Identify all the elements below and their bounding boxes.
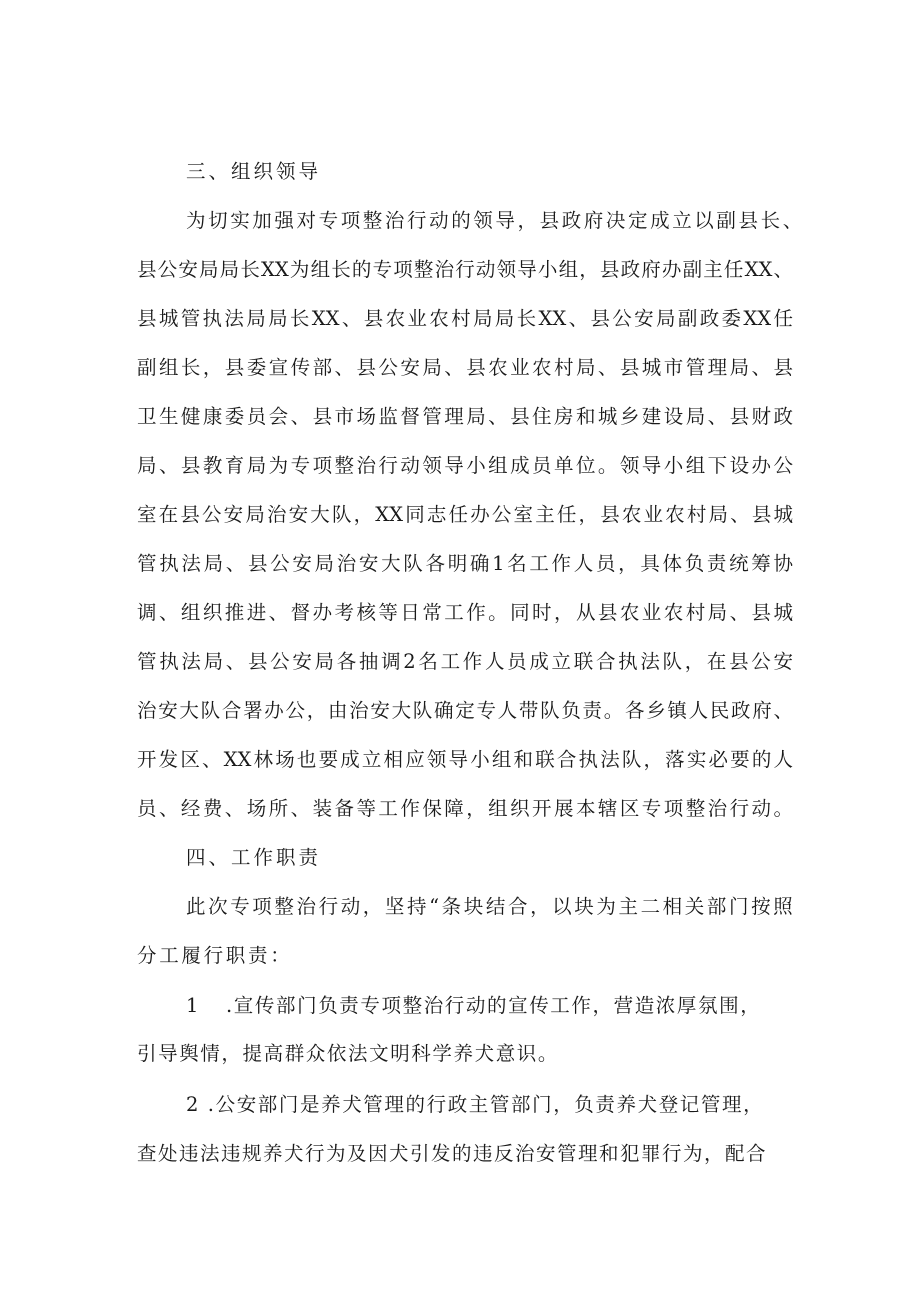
list-item-line: 引导舆情，提高群众依法文明科学养犬意识。	[137, 1042, 560, 1065]
paragraph-line: 室在县公安局治安大队，XX同志任办公室主任，县农业农村局、县城	[137, 503, 793, 526]
paragraph-line: 局、县教育局为专项整治行动领导小组成员单位。领导小组下设办公	[137, 454, 793, 477]
list-item-text: .宣传部门负责专项整治行动的宣传工作，营造浓厚氛围，	[226, 994, 762, 1017]
paragraph-line: 副组长，县委宣传部、县公安局、县农业农村局、县城市管理局、县	[137, 356, 793, 379]
list-item-first-line	[186, 994, 761, 1018]
list-item-line: 查处违法违规养犬行为及因犬引发的违反治安管理和犯罪行为，配合	[137, 1142, 768, 1165]
paragraph-line: 县城管执法局局长XX、县农业农村局局长XX、县公安局副政委XX任	[137, 307, 793, 330]
list-item-number: 1	[186, 994, 199, 1017]
paragraph-line: 为切实加强对专项整治行动的领导，县政府决定成立以副县长、	[186, 209, 805, 232]
paragraph-line: 此次专项整治行动，坚持“条块结合，以块为主二相关部门按照	[186, 895, 796, 918]
paragraph-line: 管执法局、县公安局治安大队各明确1名工作人员，具体负责统筹协	[137, 552, 793, 575]
paragraph-line: 治安大队合署办公，由治安大队确定专人带队负责。各乡镇人民政府、	[137, 699, 793, 722]
list-item-first-line: 2 .公安部门是养犬管理的行政主管部门，负责养犬登记管理，	[186, 1093, 765, 1116]
section-heading: 四、工作职责	[186, 846, 322, 869]
paragraph-line: 分工履行职责：	[137, 944, 293, 967]
paragraph-line: 开发区、XX林场也要成立相应领导小组和联合执法队，落实必要的人	[137, 748, 793, 771]
section-heading: 三、组织领导	[186, 160, 322, 183]
paragraph-line: 卫生健康委员会、县市场监督管理局、县住房和城乡建设局、县财政	[137, 405, 793, 428]
paragraph-line: 管执法局、县公安局各抽调2名工作人员成立联合执法队，在县公安	[137, 650, 793, 673]
paragraph-line: 调、组织推进、督办考核等日常工作。同时，从县农业农村局、县城	[137, 601, 793, 624]
paragraph-line: 员、经费、场所、装备等工作保障，组织开展本辖区专项整治行动。	[137, 797, 793, 820]
paragraph-line: 县公安局局长XX为组长的专项整治行动领导小组，县政府办副主任XX、	[137, 258, 793, 281]
